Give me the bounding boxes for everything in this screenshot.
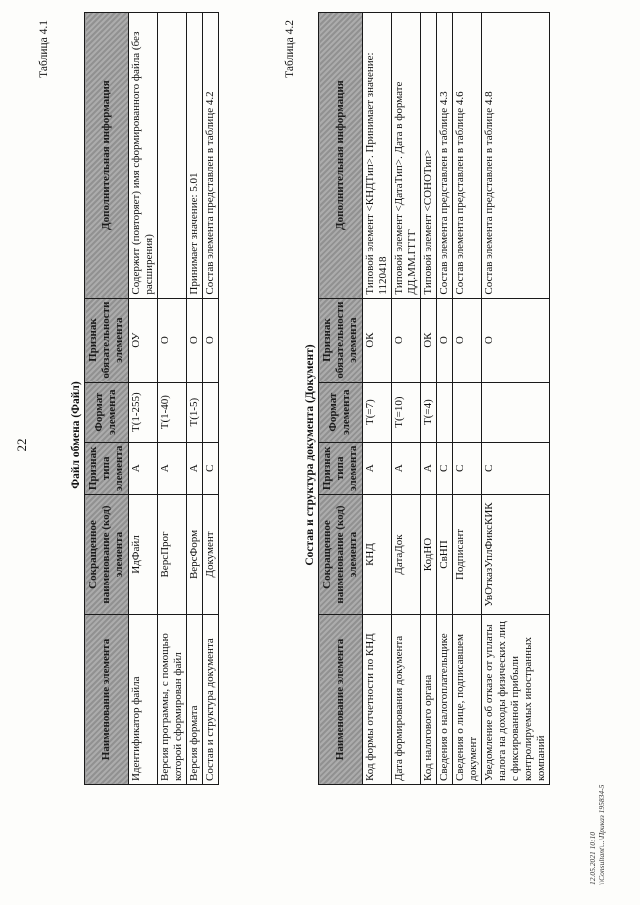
cell-element-required: О xyxy=(157,298,186,382)
column-header: Признак типа элемента xyxy=(319,442,363,494)
cell-element-type: С xyxy=(452,442,481,494)
cell-element-type: С xyxy=(436,442,452,494)
column-header: Признак обязательности элемента xyxy=(319,298,363,382)
table-header-row xyxy=(85,12,129,784)
cell-element-required: О xyxy=(452,298,481,382)
table-title: Состав и структура документа (Документ) xyxy=(304,344,316,566)
cell-element-type: А xyxy=(186,442,202,494)
cell-element-required: О xyxy=(202,298,218,382)
cell-element-format: T(1-40) xyxy=(157,382,186,442)
cell-element-type: А xyxy=(420,442,436,494)
table-row xyxy=(362,12,391,784)
column-header: Наименование элемента xyxy=(85,615,129,785)
cell-extra-info xyxy=(157,12,186,298)
cell-extra-info: Состав элемента представлен в таблице 4.2 xyxy=(202,12,218,298)
cell-element-code: ВерсПрог xyxy=(157,495,186,615)
table-row xyxy=(391,12,420,784)
table-row xyxy=(202,12,218,784)
cell-element-name: Идентификатор файла xyxy=(128,615,157,785)
cell-element-format: T(1-5) xyxy=(186,382,202,442)
cell-element-required: ОУ xyxy=(128,298,157,382)
page-number: 22 xyxy=(14,438,29,452)
table-file-exchange xyxy=(84,12,219,785)
table-row xyxy=(128,12,157,784)
cell-element-code: СвНП xyxy=(436,495,452,615)
cell-extra-info: Состав элемента представлен в таблице 4.3 xyxy=(436,12,452,298)
column-header: Формат элемента xyxy=(319,382,363,442)
column-header: Сокращенное наименование (код) элемента xyxy=(319,495,363,615)
cell-extra-info: Типовой элемент <КНДТип>. Принимает значение: 1120418 xyxy=(362,12,391,298)
cell-element-type: А xyxy=(128,442,157,494)
cell-element-name: Версия формата xyxy=(186,615,202,785)
table-row xyxy=(157,12,186,784)
cell-element-type: А xyxy=(157,442,186,494)
cell-extra-info: Состав элемента представлен в таблице 4.8 xyxy=(481,12,549,298)
cell-element-format: T(=7) xyxy=(362,382,391,442)
cell-element-format xyxy=(436,382,452,442)
cell-element-name: Состав и структура документа xyxy=(202,615,218,785)
table-header-row xyxy=(319,12,363,784)
column-header: Сокращенное наименование (код) элемента xyxy=(85,495,129,615)
column-header: Наименование элемента xyxy=(319,615,363,785)
cell-extra-info: Состав элемента представлен в таблице 4.6 xyxy=(452,12,481,298)
table-row xyxy=(436,12,452,784)
cell-element-name: Сведения о налогоплательщике xyxy=(436,615,452,785)
table-number-label: Таблица 4.1 xyxy=(38,20,50,78)
cell-element-format xyxy=(452,382,481,442)
column-header: Формат элемента xyxy=(85,382,129,442)
cell-element-name: Код формы отчетности по КНД xyxy=(362,615,391,785)
column-header: Дополнительная информация xyxy=(85,12,129,298)
cell-element-format: T(=10) xyxy=(391,382,420,442)
cell-element-format xyxy=(202,382,218,442)
print-timestamp: 12.05.2021 10:10 xyxy=(588,831,597,885)
table-row xyxy=(481,12,549,784)
table-number-label: Таблица 4.2 xyxy=(284,20,296,78)
cell-element-format: T(=4) xyxy=(420,382,436,442)
cell-element-format xyxy=(481,382,549,442)
cell-element-required: О xyxy=(391,298,420,382)
cell-element-code: УвОтказУплФиксКИК xyxy=(481,495,549,615)
cell-element-required: О xyxy=(186,298,202,382)
cell-extra-info: Типовой элемент <СОНОТип> xyxy=(420,12,436,298)
cell-element-format: T(1-255) xyxy=(128,382,157,442)
cell-element-code: ВерсФорм xyxy=(186,495,202,615)
cell-element-required: ОК xyxy=(420,298,436,382)
cell-element-name: Код налогового органа xyxy=(420,615,436,785)
file-path: \\Consultant\...\Приказ 195834-5 xyxy=(597,784,607,885)
cell-element-code: ИдФайл xyxy=(128,495,157,615)
cell-element-code: Документ xyxy=(202,495,218,615)
cell-element-code: КНД xyxy=(362,495,391,615)
cell-element-required: ОК xyxy=(362,298,391,382)
cell-extra-info: Типовой элемент <ДатаТип>. Дата в формате ДД.ММ.ГГГГ xyxy=(391,12,420,298)
cell-extra-info: Принимает значение: 5.01 xyxy=(186,12,202,298)
cell-element-name: Уведомление об отказе от уплаты налога на доходы физических лиц с фиксированной прибыли контролируемых иностранных компаний xyxy=(481,615,549,785)
column-header: Дополнительная информация xyxy=(319,12,363,298)
cell-element-required: О xyxy=(481,298,549,382)
cell-extra-info: Содержит (повторяет) имя сформированного файла (без расширения) xyxy=(128,12,157,298)
cell-element-required: О xyxy=(436,298,452,382)
column-header: Признак обязательности элемента xyxy=(85,298,129,382)
cell-element-type: С xyxy=(481,442,549,494)
table-title: Файл обмена (Файл) xyxy=(70,381,82,489)
cell-element-code: Подписант xyxy=(452,495,481,615)
table-row xyxy=(452,12,481,784)
cell-element-type: А xyxy=(391,442,420,494)
cell-element-name: Сведения о лице, подписавшем документ xyxy=(452,615,481,785)
cell-element-code: ДатаДок xyxy=(391,495,420,615)
cell-element-name: Дата формирования документа xyxy=(391,615,420,785)
cell-element-type: А xyxy=(362,442,391,494)
cell-element-code: КодНО xyxy=(420,495,436,615)
table-row xyxy=(420,12,436,784)
cell-element-type: С xyxy=(202,442,218,494)
column-header: Признак типа элемента xyxy=(85,442,129,494)
table-row xyxy=(186,12,202,784)
cell-element-name: Версия программы, с помощью которой сформирован файл xyxy=(157,615,186,785)
table-document-structure xyxy=(318,12,550,785)
print-footer xyxy=(588,785,607,885)
